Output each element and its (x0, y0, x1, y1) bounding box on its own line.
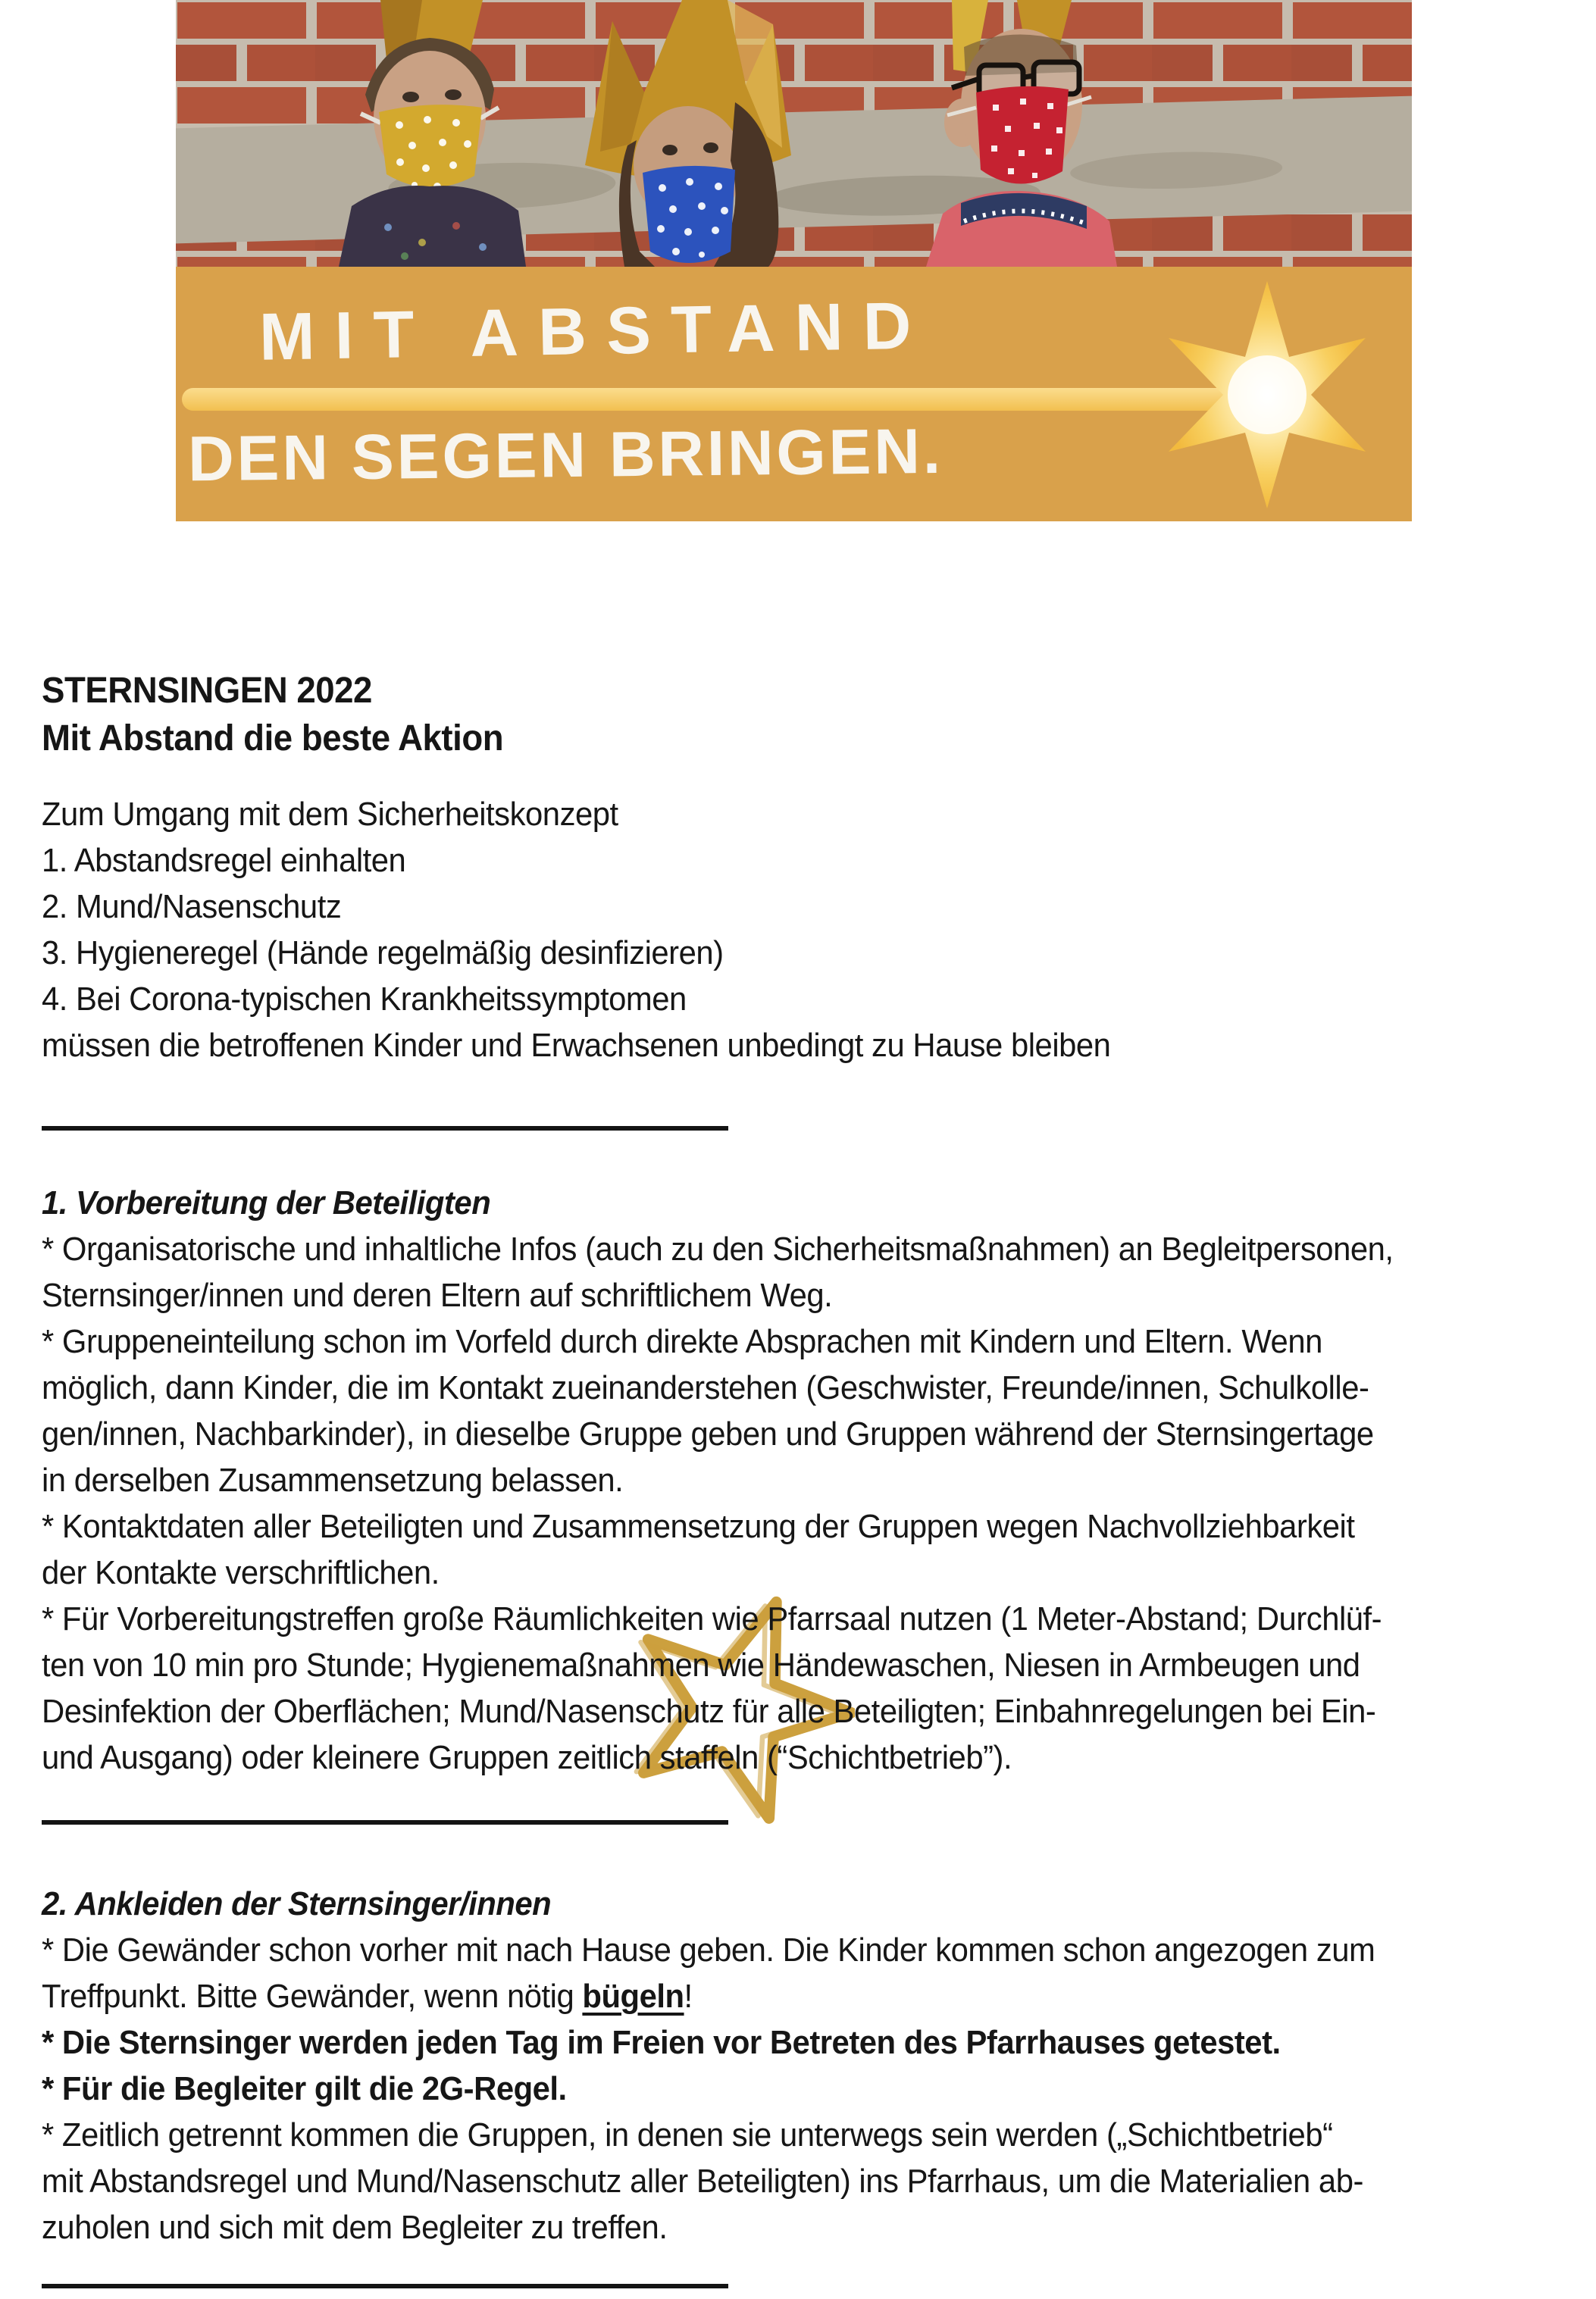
section2-heading: 2. Ankleiden der Sternsinger/innen (42, 1885, 552, 1922)
section1-line-2: Sternsinger/innen und deren Eltern auf schriftlichem Weg. (42, 1277, 833, 1314)
section1-line-7: * Kontaktdaten aller Beteiligten und Zusammensetzung der Gruppen wegen Nachvollziehbarkeit (42, 1508, 1355, 1545)
section1-line-10: ten von 10 min pro Stunde; Hygienemaßnahmen wie Händewaschen, Niesen in Armbeugen und (42, 1647, 1360, 1684)
section1-line-8: der Kontakte verschriftlichen. (42, 1554, 440, 1591)
section1-line-9: * Für Vorbereitungstreffen große Räumlichkeiten wie Pfarrsaal nutzen (1 Meter-Abstand; Durchlüf- (42, 1600, 1382, 1637)
section1-line-4: möglich, dann Kinder, die im Kontakt zueinanderstehen (Geschwister, Freunde/innen, Schulkolle- (42, 1369, 1369, 1406)
separator-rule-1 (42, 1126, 728, 1131)
section2-line-2-pre: Treffpunkt. Bitte Gewänder, wenn nötig (42, 1978, 583, 2015)
section2-line-7: zuholen und sich mit dem Begleiter zu treffen. (42, 2209, 668, 2246)
separator-rule-3 (42, 2284, 728, 2288)
header-photo (176, 0, 1412, 267)
star-icon (1150, 277, 1385, 512)
intro-item-4: 4. Bei Corona-typischen Krankheitssymptomen (42, 981, 687, 1018)
page-subtitle: Mit Abstand die beste Aktion (42, 718, 504, 759)
campaign-banner (176, 267, 1412, 521)
star-beam (182, 388, 1273, 411)
section2-line-6: mit Abstandsregel und Mund/Nasenschutz aller Beteiligten) ins Pfarrhaus, um die Materialien ab- (42, 2163, 1363, 2200)
intro-continuation: müssen die betroffenen Kinder und Erwachsenen unbedingt zu Hause bleiben (42, 1027, 1111, 1064)
section1-line-12: und Ausgang) oder kleinere Gruppen zeitlich staffeln (“Schichtbetrieb”). (42, 1739, 1012, 1776)
page-title: STERNSINGEN 2022 (42, 671, 372, 711)
intro-line: Zum Umgang mit dem Sicherheitskonzept (42, 796, 618, 833)
banner-slogan-line2: DEN SEGEN BRINGEN. (187, 414, 944, 495)
intro-item-3: 3. Hygieneregel (Hände regelmäßig desinfizieren) (42, 934, 724, 971)
section1-line-6: in derselben Zusammensetzung belassen. (42, 1462, 624, 1499)
section2-line-2 (42, 1980, 693, 2013)
separator-rule-2 (42, 1820, 728, 1825)
intro-item-2: 2. Mund/Nasenschutz (42, 888, 342, 925)
section2-line-2-post: ! (684, 1978, 693, 2015)
intro-item-1: 1. Abstandsregel einhalten (42, 842, 406, 879)
buegeln-emphasis: bügeln (582, 1978, 684, 2015)
section1-line-3: * Gruppeneinteilung schon im Vorfeld durch direkte Absprachen mit Kindern und Eltern. Wenn (42, 1323, 1322, 1360)
section1-heading: 1. Vorbereitung der Beteiligten (42, 1184, 491, 1221)
section1-line-1: * Organisatorische und inhaltliche Infos (auch zu den Sicherheitsmaßnahmen) an Begleitpersonen, (42, 1231, 1394, 1268)
section1-line-11: Desinfektion der Oberflächen; Mund/Nasenschutz für alle Beteiligten; Einbahnregelungen bei Ein- (42, 1693, 1376, 1730)
section2-line-3: * Die Sternsinger werden jeden Tag im Freien vor Betreten des Pfarrhauses getestet. (42, 2024, 1281, 2061)
banner-slogan-line1: MIT ABSTAND (258, 287, 932, 374)
section2-line-1: * Die Gewänder schon vorher mit nach Hause geben. Die Kinder kommen schon angezogen zum (42, 1931, 1375, 1969)
section2-line-5: * Zeitlich getrennt kommen die Gruppen, in denen sie unterwegs sein werden („Schichtbetrieb“ (42, 2116, 1333, 2154)
section2-line-4: * Für die Begleiter gilt die 2G-Regel. (42, 2070, 567, 2107)
section1-line-5: gen/innen, Nachbarkinder), in dieselbe Gruppe geben und Gruppen während der Sternsingertage (42, 1415, 1374, 1453)
